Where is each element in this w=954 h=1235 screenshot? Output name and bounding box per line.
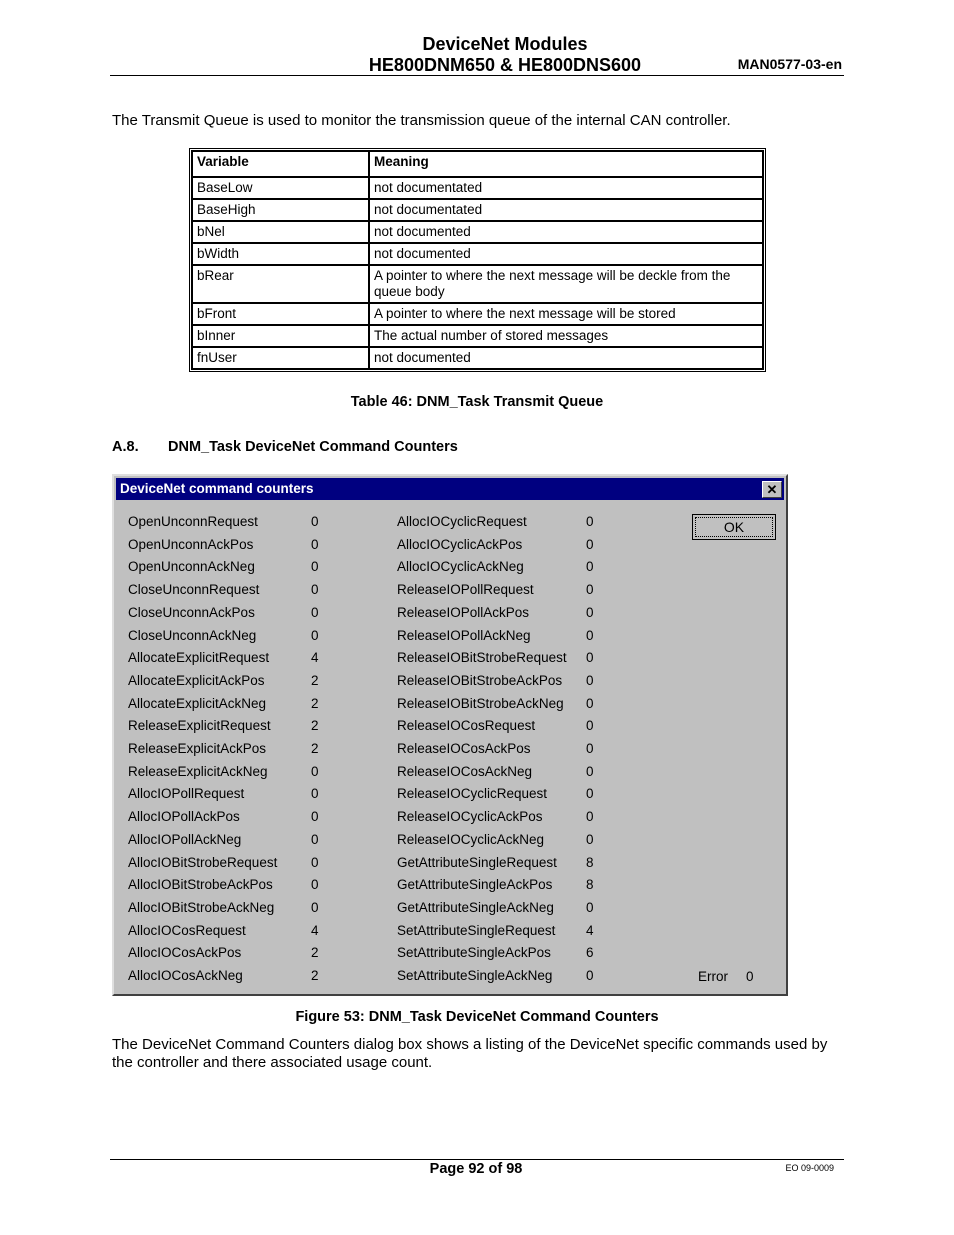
counter-name: OpenUnconnAckNeg	[128, 559, 255, 575]
counter-value: 2	[311, 945, 319, 961]
error-value: 0	[746, 969, 754, 984]
counter-value: 0	[311, 582, 319, 598]
counter-name: ReleaseIOCyclicRequest	[397, 786, 548, 802]
counter-value: 8	[586, 854, 594, 870]
dialog-title: DeviceNet command counters	[120, 481, 314, 496]
counter-value: 0	[311, 809, 319, 825]
ok-button-label: OK	[695, 517, 773, 537]
table-cell-variable: bInner	[192, 325, 369, 347]
counter-name: OpenUnconnAckPos	[128, 536, 254, 552]
counter-name: ReleaseIOCyclicAckNeg	[397, 831, 545, 847]
table-cell-meaning: The actual number of stored messages	[369, 325, 763, 347]
header-title	[280, 34, 730, 76]
intro-text: The Transmit Queue is used to monitor the transmission queue of the internal CAN controller.	[112, 112, 731, 129]
counter-name: ReleaseIOCosAckPos	[397, 741, 531, 756]
counter-name: ReleaseIOCosRequest	[397, 718, 536, 734]
counter-value: 0	[311, 604, 319, 620]
document-number: MAN0577-03-en	[737, 56, 842, 72]
counter-name: CloseUnconnAckPos	[128, 604, 255, 620]
counter-value: 4	[311, 922, 319, 938]
counter-value: 0	[311, 831, 319, 847]
table-cell-variable: bRear	[192, 265, 369, 303]
counter-value: 0	[311, 854, 319, 870]
counter-value: 0	[586, 514, 594, 529]
counter-name: GetAttributeSingleRequest	[397, 854, 557, 870]
table-header-meaning: Meaning	[369, 151, 763, 177]
counter-value: 4	[586, 922, 594, 938]
section-heading	[112, 439, 458, 455]
counter-name: AllocateExplicitRequest	[128, 650, 270, 666]
table-cell-meaning: not documentated	[369, 199, 763, 221]
counter-value: 0	[311, 786, 319, 802]
counter-value: 2	[311, 968, 319, 983]
table-cell-meaning: not documented	[369, 243, 763, 265]
counter-value: 8	[586, 877, 594, 893]
counter-name: ReleaseIOPollAckNeg	[397, 627, 531, 643]
counter-value: 0	[311, 763, 319, 779]
header-title-line2: HE800DNM650 & HE800DNS600	[368, 55, 642, 75]
table-header-variable: Variable	[192, 151, 369, 177]
counter-name: AllocateExplicitAckPos	[128, 672, 265, 688]
counter-name: GetAttributeSingleAckPos	[397, 877, 553, 893]
table-cell-variable: fnUser	[192, 347, 369, 369]
counter-name: AllocIOPollAckNeg	[128, 831, 242, 847]
counter-name: SetAttributeSingleRequest	[397, 922, 556, 938]
counter-value: 0	[586, 899, 594, 915]
counter-name: ReleaseIOPollRequest	[397, 582, 534, 598]
counter-name: AllocIOCosAckPos	[128, 945, 242, 961]
counter-name: GetAttributeSingleAckNeg	[397, 899, 554, 915]
table-caption: Table 46: DNM_Task Transmit Queue	[350, 394, 604, 410]
footer-rule	[110, 1159, 844, 1160]
counter-name: CloseUnconnAckNeg	[128, 627, 257, 643]
description-paragraph: The DeviceNet Command Counters dialog box shows a listing of the DeviceNet specific commands used by the controller and there associated usage count.	[112, 1036, 828, 1071]
counter-value: 4	[311, 650, 319, 666]
counter-value: 0	[586, 627, 594, 643]
table-cell-variable: BaseLow	[192, 177, 369, 199]
table-row	[192, 221, 763, 243]
page-number: Page 92 of 98	[429, 1161, 523, 1177]
table-row	[192, 265, 763, 303]
counter-value: 0	[311, 514, 319, 529]
table-cell-variable: bFront	[192, 303, 369, 325]
counter-name: AllocIOBitStrobeRequest	[128, 854, 278, 870]
counter-name: AllocIOCyclicRequest	[397, 514, 527, 529]
counter-name: AllocIOCyclicAckPos	[397, 536, 523, 552]
ok-button[interactable]	[692, 514, 776, 540]
counter-value: 0	[311, 536, 319, 552]
counter-value: 2	[311, 672, 319, 688]
table-cell-meaning: not documented	[369, 221, 763, 243]
table-cell-meaning: not documentated	[369, 177, 763, 199]
counter-name: AllocIOPollAckPos	[128, 809, 240, 825]
counter-value: 0	[586, 536, 594, 552]
counter-value: 6	[586, 945, 594, 961]
counter-name: AllocIOCosRequest	[128, 922, 246, 938]
section-number: A.8.	[112, 439, 139, 455]
counter-name: SetAttributeSingleAckPos	[397, 945, 551, 961]
counter-value: 0	[586, 695, 594, 711]
table-cell-meaning: A pointer to where the next message will be deckle from the queue body	[369, 265, 763, 303]
counter-value: 0	[586, 559, 594, 575]
counter-value: 0	[311, 559, 319, 575]
error-label: Error	[698, 969, 728, 984]
counter-value: 0	[311, 899, 319, 915]
dialog-title-bar[interactable]	[116, 478, 784, 500]
counter-name: AllocateExplicitAckNeg	[128, 695, 267, 711]
counter-value: 0	[586, 582, 594, 598]
eo-number: EO 09-0009	[785, 1163, 834, 1173]
counter-value: 2	[311, 741, 319, 756]
table-header-row	[192, 151, 763, 177]
table-row	[192, 347, 763, 369]
table-row	[192, 243, 763, 265]
counter-name: CloseUnconnRequest	[128, 582, 260, 598]
counter-name: AllocIOBitStrobeAckPos	[128, 877, 273, 893]
counter-value: 0	[586, 786, 594, 802]
counter-name: OpenUnconnRequest	[128, 514, 258, 529]
counter-name: AllocIOPollRequest	[128, 786, 245, 802]
counter-value: 0	[586, 741, 594, 756]
counter-name: AllocIOBitStrobeAckNeg	[128, 899, 275, 915]
counter-value: 0	[311, 627, 319, 643]
table-cell-meaning: A pointer to where the next message will be stored	[369, 303, 763, 325]
counter-value: 0	[586, 718, 594, 734]
table-row	[192, 303, 763, 325]
counter-name: AllocIOCosAckNeg	[128, 968, 243, 983]
counter-value: 0	[311, 877, 319, 893]
counter-value: 0	[586, 809, 594, 825]
close-icon[interactable]: ✕	[762, 481, 782, 498]
counter-name: ReleaseIOCosAckNeg	[397, 763, 533, 779]
counter-value: 0	[586, 763, 594, 779]
table-cell-variable: bWidth	[192, 243, 369, 265]
counter-name: ReleaseExplicitAckPos	[128, 741, 267, 756]
counter-value: 0	[586, 604, 594, 620]
section-title: DNM_Task DeviceNet Command Counters	[168, 439, 458, 455]
figure-caption: Figure 53: DNM_Task DeviceNet Command Counters	[295, 1009, 659, 1025]
table-row	[192, 199, 763, 221]
counter-name: ReleaseIOBitStrobeRequest	[397, 650, 567, 666]
counter-value: 0	[586, 672, 594, 688]
counter-value: 2	[311, 695, 319, 711]
transmit-queue-table	[189, 148, 766, 372]
counter-value: 0	[586, 968, 594, 983]
counter-value: 0	[586, 650, 594, 666]
counter-name: ReleaseIOBitStrobeAckNeg	[397, 695, 564, 711]
table-row	[192, 325, 763, 347]
counter-name: ReleaseExplicitRequest	[128, 718, 271, 734]
table-cell-variable: bNel	[192, 221, 369, 243]
counter-name: ReleaseIOCyclicAckPos	[397, 809, 543, 825]
counter-name: ReleaseIOBitStrobeAckPos	[397, 672, 563, 688]
counter-name: ReleaseExplicitAckNeg	[128, 763, 268, 779]
counter-name: AllocIOCyclicAckNeg	[397, 559, 524, 575]
command-counters-dialog	[112, 474, 788, 996]
table-cell-meaning: not documented	[369, 347, 763, 369]
counter-value: 2	[311, 718, 319, 734]
header-rule	[110, 75, 844, 76]
counter-name: SetAttributeSingleAckNeg	[397, 968, 553, 983]
table-cell-variable: BaseHigh	[192, 199, 369, 221]
counter-name: ReleaseIOPollAckPos	[397, 604, 530, 620]
table-row	[192, 177, 763, 199]
header-title-line1: DeviceNet Modules	[422, 34, 588, 54]
counter-value: 0	[586, 831, 594, 847]
